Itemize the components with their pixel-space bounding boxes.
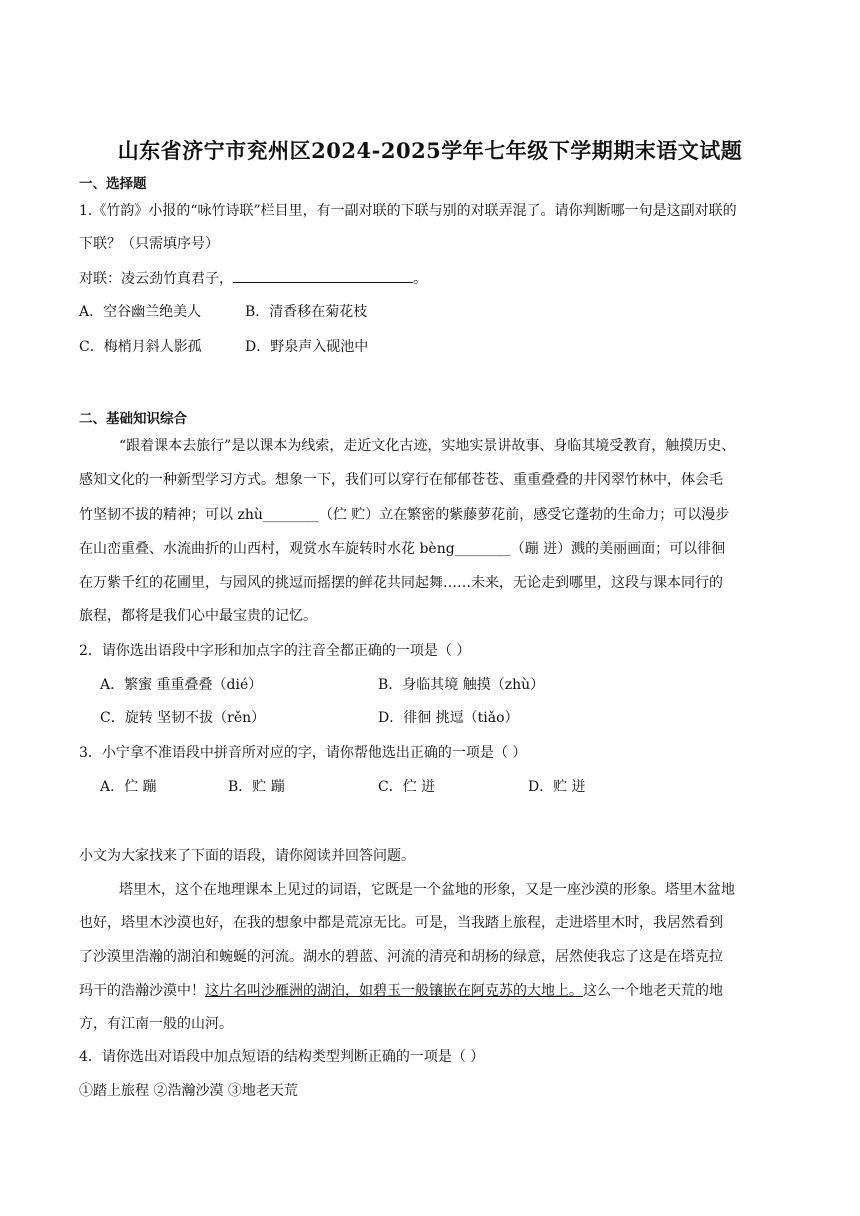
passage-line: 竹坚韧不拔的精神；可以 zhù________（伫 贮）立在繁密的紫藤萝花前，感受它蓬勃的生命力；可以漫步 (79, 507, 730, 523)
section-heading-choice: 一、选择题 (79, 176, 147, 192)
passage-line: 旅程，都将是我们心中最宝贵的记忆。 (79, 608, 317, 624)
passage-intro: 小文为大家找来了下面的语段，请你阅读并回答问题。 (79, 848, 415, 864)
passage2-line (79, 981, 723, 1001)
passage2-line: 了沙漠里浩瀚的湖泊和蜿蜒的河流。湖水的碧蓝、河流的清亮和胡杨的绿意，居然使我忘了这是在塔克拉 (79, 949, 723, 965)
couplet-prefix: 对联：凌云劲竹真君子， (79, 271, 233, 287)
passage-line: 感知文化的一种新型学习方式。想象一下，我们可以穿行在郁郁苍苍、重重叠叠的井冈翠竹林中，体会毛 (79, 472, 723, 488)
q1-couplet (79, 268, 427, 289)
passage-line: 在山峦重叠、水流曲折的山西村，观赏水车旋转时水花 bèng________（蹦 迸）溅的美丽画面；可以徘徊 (79, 541, 726, 557)
passage2-line: 方，有江南一般的山河。 (79, 1016, 233, 1032)
q2-option-b: B．身临其境 触摸（zhù） (378, 677, 545, 693)
q2-option-c: C．旋转 坚韧不拔（rěn） (100, 710, 266, 726)
q4-stem: 4．请你选出对语段中加点短语的结构类型判断正确的一项是（ ） (79, 1049, 485, 1065)
q3-option-b: B．贮 蹦 (228, 779, 285, 795)
page-title: 山东省济宁市兖州区2024-2025学年七年级下学期期末语文试题 (117, 138, 743, 163)
underlined-sentence: 这片名叫沙雁洲的湖泊，如碧玉一般镶嵌在阿克苏的大地上。 (205, 983, 583, 999)
passage-line: 在万紫千红的花圃里，与园风的挑逗而摇摆的鲜花共同起舞……未来，无论走到哪里，这段与课本同行的 (79, 575, 723, 591)
q3-option-c: C．伫 迸 (378, 779, 436, 795)
q3-stem: 3．小宁拿不准语段中拼音所对应的字，请你帮他选出正确的一项是（ ） (79, 745, 527, 761)
passage-line: “跟着课本去旅行”是以课本为线索，走近文化古迹，实地实景讲故事、身临其境受教育，触摸历史、 (119, 438, 736, 454)
passage2-text: 这么一个地老天荒的地 (583, 983, 723, 999)
q1-stem-line1: 1.《竹韵》小报的“咏竹诗联”栏目里，有一副对联的下联与别的对联弄混了。请你判断哪一句是这副对联的 (79, 203, 737, 219)
q4-items: ①踏上旅程 ②浩瀚沙漠 ③地老天荒 (79, 1083, 298, 1099)
q2-option-a: A．繁蜜 重重叠叠（dié） (100, 677, 263, 693)
q3-option-a: A．伫 蹦 (100, 779, 157, 795)
q1-option-a: A．空谷幽兰绝美人 (79, 304, 202, 320)
q3-option-d: D．贮 迸 (528, 779, 586, 795)
section-heading-basic: 二、基础知识综合 (79, 411, 187, 427)
q2-option-d: D．徘徊 挑逗（tiǎo） (378, 710, 519, 726)
q1-stem-line2: 下联？（只需填序号） (79, 236, 219, 252)
passage2-line: 也好，塔里木沙漠也好，在我的想象中都是荒凉无比。可是，当我踏上旅程，走进塔里木时，我居然看到 (79, 915, 723, 931)
couplet-suffix: 。 (413, 271, 427, 287)
q2-stem: 2．请你选出语段中字形和加点字的注音全都正确的一项是（ ） (79, 643, 471, 659)
passage2-line: 塔里木，这个在地理课本上见过的词语，它既是一个盆地的形象，又是一座沙漠的形象。塔里木盆地 (119, 882, 735, 898)
q1-option-d: D．野泉声入砚池中 (245, 339, 369, 355)
q1-option-b: B．清香移在菊花枝 (245, 304, 368, 320)
q1-option-c: C．梅梢月斜人影孤 (79, 339, 202, 355)
passage2-text: 玛干的浩瀚沙漠中！ (79, 983, 205, 999)
answer-blank[interactable] (233, 268, 413, 283)
